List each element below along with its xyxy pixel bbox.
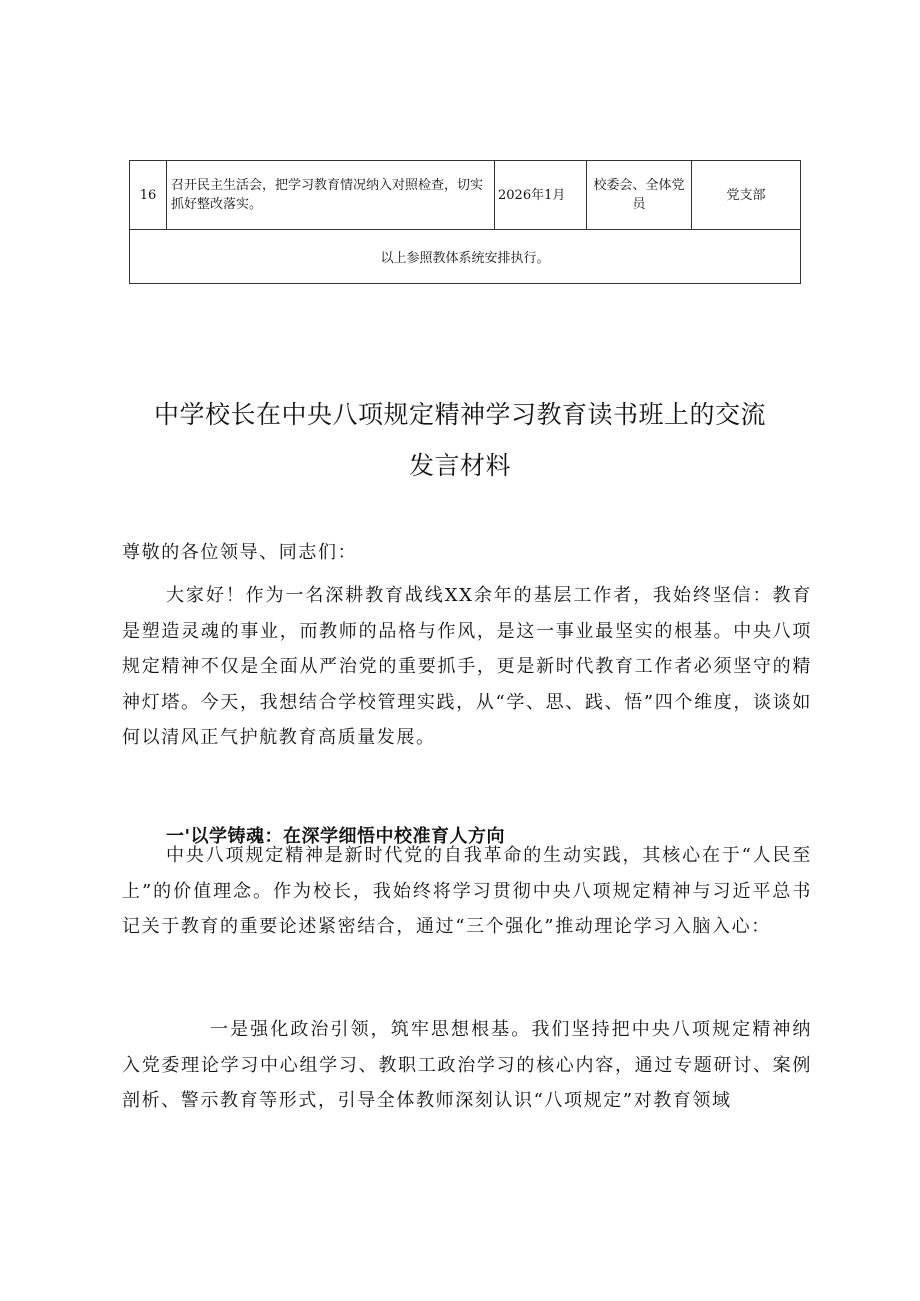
paragraph-section1: 中央八项规定精神是新时代党的自我革命的生动实践，其核心在于“人民至上”的价值理念。作为校长，我始终将学习贯彻中央八项规定精神与习近平总书记关于教育的重要论述紧密结合，通过“三个强化”推动理论学习入脑入心： — [122, 845, 812, 938]
document-title-line2: 发言材料 — [408, 451, 511, 480]
row-time: 2026年1月 — [495, 161, 587, 229]
plan-table — [129, 160, 801, 284]
document-title-line1: 中学校长在中央八项规定精神学习教育读书班上的交流 — [153, 400, 766, 429]
paragraph-point1: 一是强化政治引领，筑牢思想根基。我们坚持把中央八项规定精神纳入党委理论学习中心组学习、教职工政治学习的核心内容，通过专题研讨、案例剖析、警示教育等形式，引导全体教师深刻认识“八项规定”对教育领域 — [122, 1019, 812, 1112]
row-responsible: 党支部 — [726, 187, 766, 203]
table-note: 以上参照教体系统安排执行。 — [380, 250, 550, 266]
greeting: 尊敬的各位领导、同志们： — [122, 542, 358, 563]
row-number: 16 — [130, 161, 167, 229]
row-participants: 校委会、全体党员 — [587, 161, 692, 229]
section-heading-1: 一'以学铸魂：在深学细悟中校准育人方向 — [166, 826, 506, 847]
table-row — [130, 161, 800, 230]
paragraph-intro: 大家好！作为一名深耕教育战线XX余年的基层工作者，我始终坚信：教育是塑造灵魂的事业，而教师的品格与作风，是这一事业最坚实的根基。中央八项规定精神不仅是全面从严治党的重要抓手，更是新时代教育工作者必须坚守的精神灯塔。今天，我想结合学校管理实践，从“学、思、践、悟”四个维度，谈谈如何以清风正气护航教育高质量发展。 — [122, 585, 812, 749]
row-content: 召开民主生活会，把学习教育情况纳入对照检查，切实抓好整改落实。 — [167, 161, 495, 229]
